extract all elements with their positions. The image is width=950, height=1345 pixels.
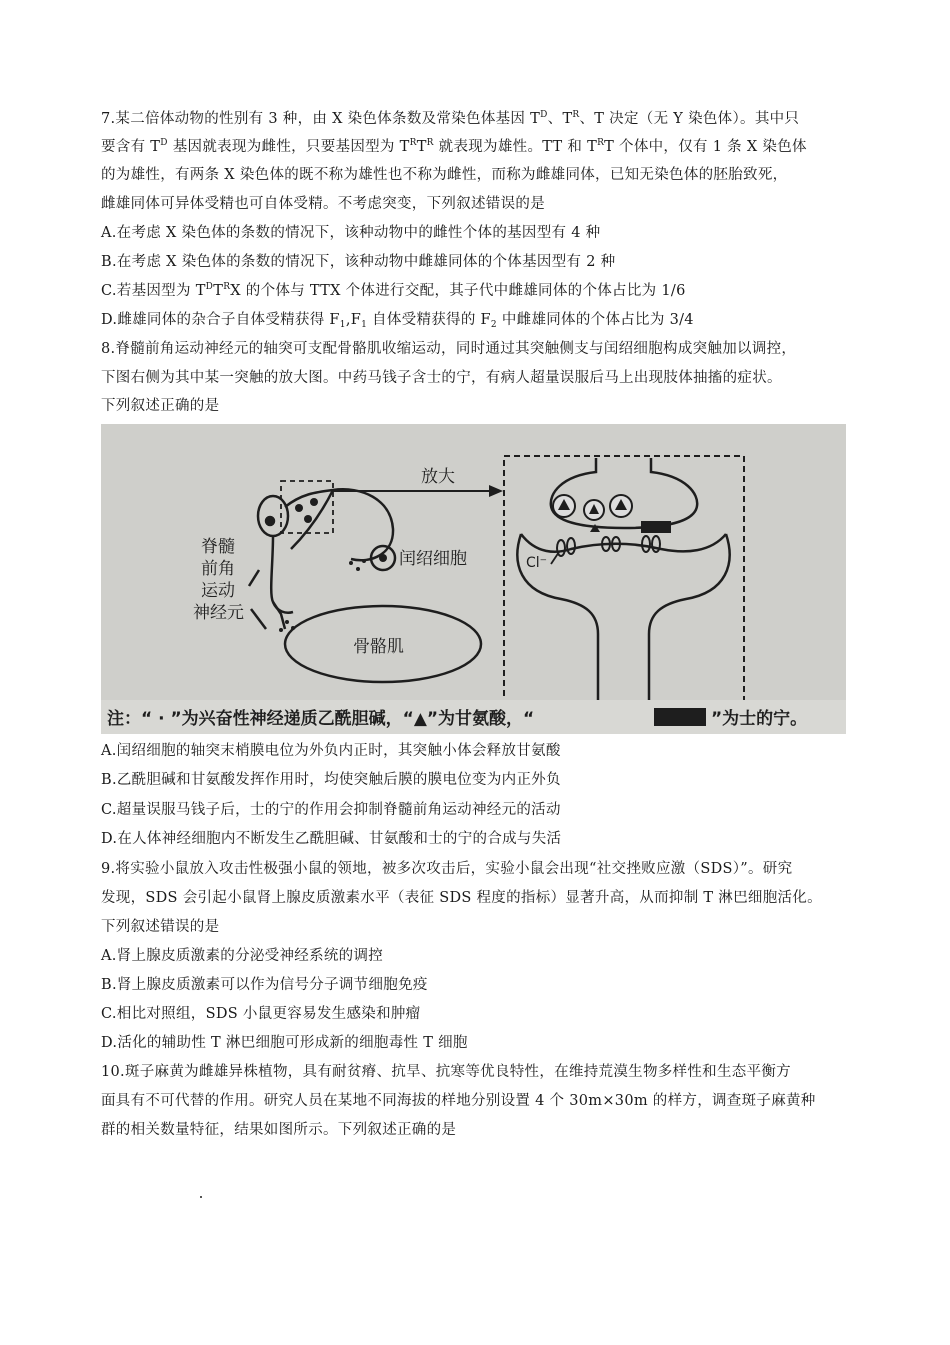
ach-dots xyxy=(279,559,366,632)
enlarged-view-box xyxy=(504,456,744,706)
q9-stem-line-1: 9.将实验小鼠放入攻击性极强小鼠的领地，被多次攻击后，实验小鼠会出现“社交挫败应激（SDS）”。研究 xyxy=(101,861,793,877)
motor-neuron-soma xyxy=(258,496,288,536)
svg-text:脊髓: 脊髓 xyxy=(201,537,235,557)
q8-stem-line-2: 下图右侧为其中某一突触的放大图。中药马钱子含士的宁，有病人超量误服后马上出现肢体抽搐的症状。 xyxy=(101,370,782,386)
q7-stem-line-2: 要含有 $T^D$ 基因就表现为雌性，只要基因型为 $T^RT^R$ 就表现为雄性。TT 和 $T^RT$ 个体中，仅有 1 条 X 染色体 xyxy=(101,138,807,155)
q10-stem-line-2: 面具有不可代替的作用。研究人员在某地不同海拔的样地分别设置 4 个 30m×30m 的样方，调查斑子麻黄种 xyxy=(101,1093,816,1109)
svg-text:神经元: 神经元 xyxy=(193,603,244,623)
q8-stem-line-1: 8.脊髓前角运动神经元的轴突可支配骨骼肌收缩运动，同时通过其突触侧支与闰绍细胞构成突触加以调控， xyxy=(101,341,797,357)
q9-option-b: B.肾上腺皮质激素可以作为信号分子调节细胞免疫 xyxy=(101,977,428,993)
q7-stem-line-3: 的为雄性，有两条 X 染色体的既不称为雄性也不称为雌性，而称为雌雄同体，已知无染色体的胚胎致死， xyxy=(101,167,788,183)
figure-note-part-2: ”为士的宁。 xyxy=(711,709,808,729)
svg-text:前角: 前角 xyxy=(201,559,235,579)
motor-neuron-nucleus xyxy=(266,517,274,525)
renshaw-label: 闰绍细胞 xyxy=(399,549,467,569)
q8-option-b: B.乙酰胆碱和甘氨酸发挥作用时，均使突触后膜的膜电位变为内正外负 xyxy=(101,772,561,788)
q7-option-a: A.在考虑 X 染色体的条数的情况下，该种动物中的雌性个体的基因型有 4 种 xyxy=(101,225,601,241)
q8-option-a: A.闰绍细胞的轴突末梢膜电位为外负内正时，其突触小体会释放甘氨酸 xyxy=(101,743,561,759)
muscle-label: 骨骼肌 xyxy=(353,637,404,657)
q9-option-c: C.相比对照组，SDS 小鼠更容易发生感染和肿瘤 xyxy=(101,1006,421,1022)
strychnine-block xyxy=(641,521,671,533)
main-axon xyxy=(271,536,293,613)
synapse-figure xyxy=(101,424,846,734)
q7-stem-line-4: 雌雄同体可异体受精也可自体受精。不考虑突变，下列叙述错误的是 xyxy=(101,196,545,212)
q7-option-d: D.雌雄同体的杂合子自体受精获得 $F_1,F_1$ 自体受精获得的 $F_2$ 中雌雄同体的个体占比为 3/4 xyxy=(101,312,694,330)
label-pointer xyxy=(249,570,266,629)
q10-stem-line-1: 10.斑子麻黄为雌雄异株植物，具有耐贫瘠、抗旱、抗寒等优良特性，在维持荒漠生物多样性和生态平衡方 xyxy=(101,1064,791,1080)
enlarge-label: 放大 xyxy=(421,467,455,487)
q9-stem-line-2: 发现，SDS 会引起小鼠肾上腺皮质激素水平（表征 SDS 程度的指标）显著升高，从而抑制 T 淋巴细胞活化。 xyxy=(101,890,822,906)
q10-stem-line-3: 群的相关数量特征，结果如图所示。下列叙述正确的是 xyxy=(101,1122,457,1138)
chloride-label: Cl⁻ xyxy=(526,555,548,571)
neuron-label xyxy=(193,537,244,623)
strychnine-legend-box xyxy=(654,708,706,726)
nmj-terminal xyxy=(273,602,285,629)
q7-option-b: B.在考虑 X 染色体的条数的情况下，该种动物中雌雄同体的个体基因型有 2 种 xyxy=(101,254,616,270)
synapse-highlight-box xyxy=(281,481,333,533)
postsynaptic-membrane xyxy=(517,534,729,706)
q8-stem-line-3: 下列叙述正确的是 xyxy=(101,398,220,414)
q7-option-c: C.若基因型为 $T^DT^RX$ 的个体与 TTX 个体进行交配，其子代中雌雄同体的个体占比为 1/6 xyxy=(101,282,686,299)
q9-option-a: A.肾上腺皮质激素的分泌受神经系统的调控 xyxy=(101,948,384,964)
q8-option-c: C.超量误服马钱子后，士的宁的作用会抑制脊髓前角运动神经元的活动 xyxy=(101,802,561,818)
stray-dot xyxy=(200,1196,202,1198)
figure-note-part-1: 注：“ · ”为兴奋性神经递质乙酰胆碱，“▲”为甘氨酸，“ xyxy=(107,709,535,729)
svg-text:运动: 运动 xyxy=(201,581,235,601)
q9-option-d: D.活化的辅助性 T 淋巴细胞可形成新的细胞毒性 T 细胞 xyxy=(101,1035,468,1051)
axon-collateral xyxy=(285,489,393,560)
q8-option-d: D.在人体神经细胞内不断发生乙酰胆碱、甘氨酸和士的宁的合成与失活 xyxy=(101,831,562,847)
q7-stem-line-1: 7.某二倍体动物的性别有 3 种，由 X 染色体条数及常染色体基因 $T^D$、$T^R$、T 决定（无 Y 染色体）。其中只 xyxy=(101,110,800,127)
q9-stem-line-3: 下列叙述错误的是 xyxy=(101,919,220,935)
